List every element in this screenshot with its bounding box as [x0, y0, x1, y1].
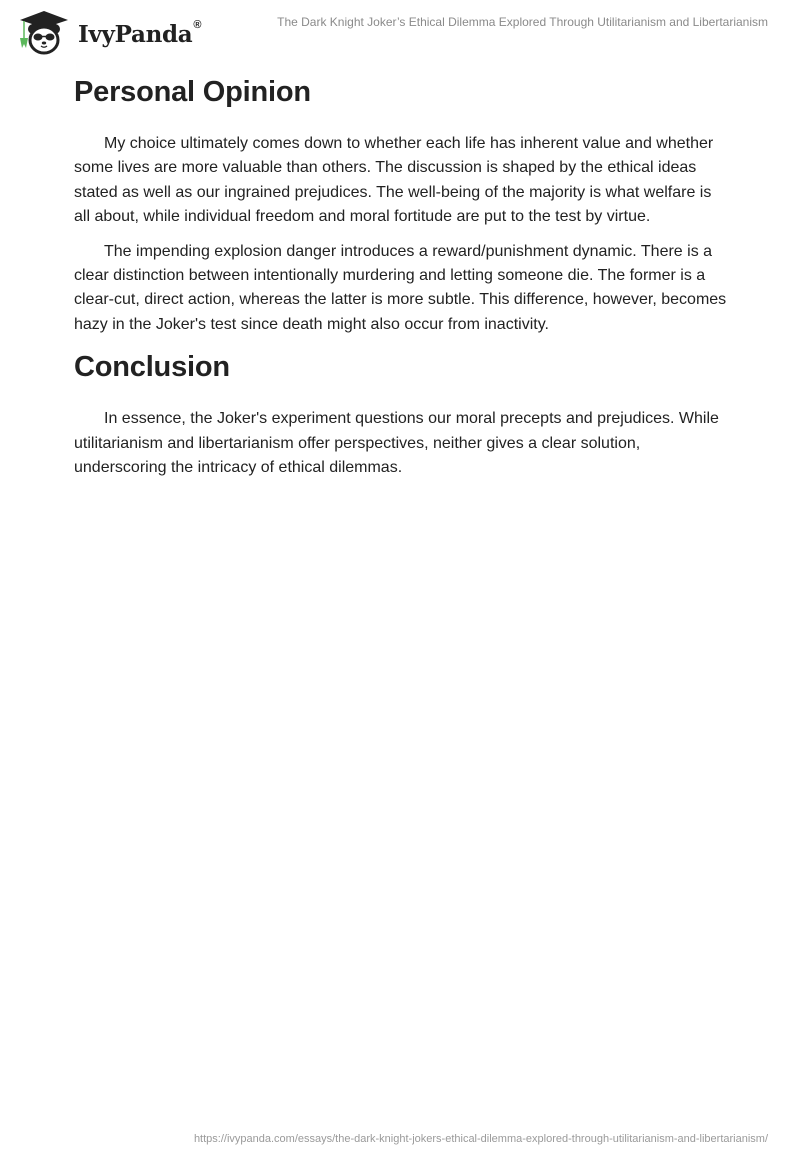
section-personal-opinion [74, 70, 728, 337]
section-heading: Personal Opinion [74, 76, 311, 108]
paragraph: In essence, the Joker's experiment questions our moral precepts and prejudices. While utilitarianism and libertarianism offer perspectives, neither gives a clear solution, underscoring the intricacy of ethical dilemmas. [74, 410, 719, 477]
paragraph: My choice ultimately comes down to whether each life has inherent value and whether some lives are more valuable than others. The discussion is shaped by the ethical ideas stated as well as our ingrained prejudices. The well-being of the majority is what welfare is all about, while individual freedom and moral fortitude are put to the test by virtue. [74, 135, 714, 226]
document-title: The Dark Knight Joker’s Ethical Dilemma Explored Through Utilitarianism and Libertarianism [277, 15, 768, 29]
brand-name: IvyPanda® [78, 18, 202, 48]
section-conclusion [74, 345, 728, 480]
page-header [0, 0, 800, 64]
essay-content [74, 70, 728, 480]
paragraph: The impending explosion danger introduces a reward/punishment dynamic. There is a clear distinction between intentionally murdering and letting someone die. The former is a clear-cut, direct action, whereas the latter is more subtle. This difference, however, becomes hazy in the Joker's test since death might also occur from inactivity. [74, 242, 727, 333]
section-heading: Conclusion [74, 351, 230, 384]
registered-mark: ® [193, 18, 202, 31]
panda-graduate-icon [14, 8, 70, 56]
source-url[interactable]: https://ivypanda.com/essays/the-dark-knight-jokers-ethical-dilemma-explored-through-utilitarianism-and-libertarianism/ [193, 1133, 768, 1145]
brand-logo[interactable] [14, 8, 201, 56]
